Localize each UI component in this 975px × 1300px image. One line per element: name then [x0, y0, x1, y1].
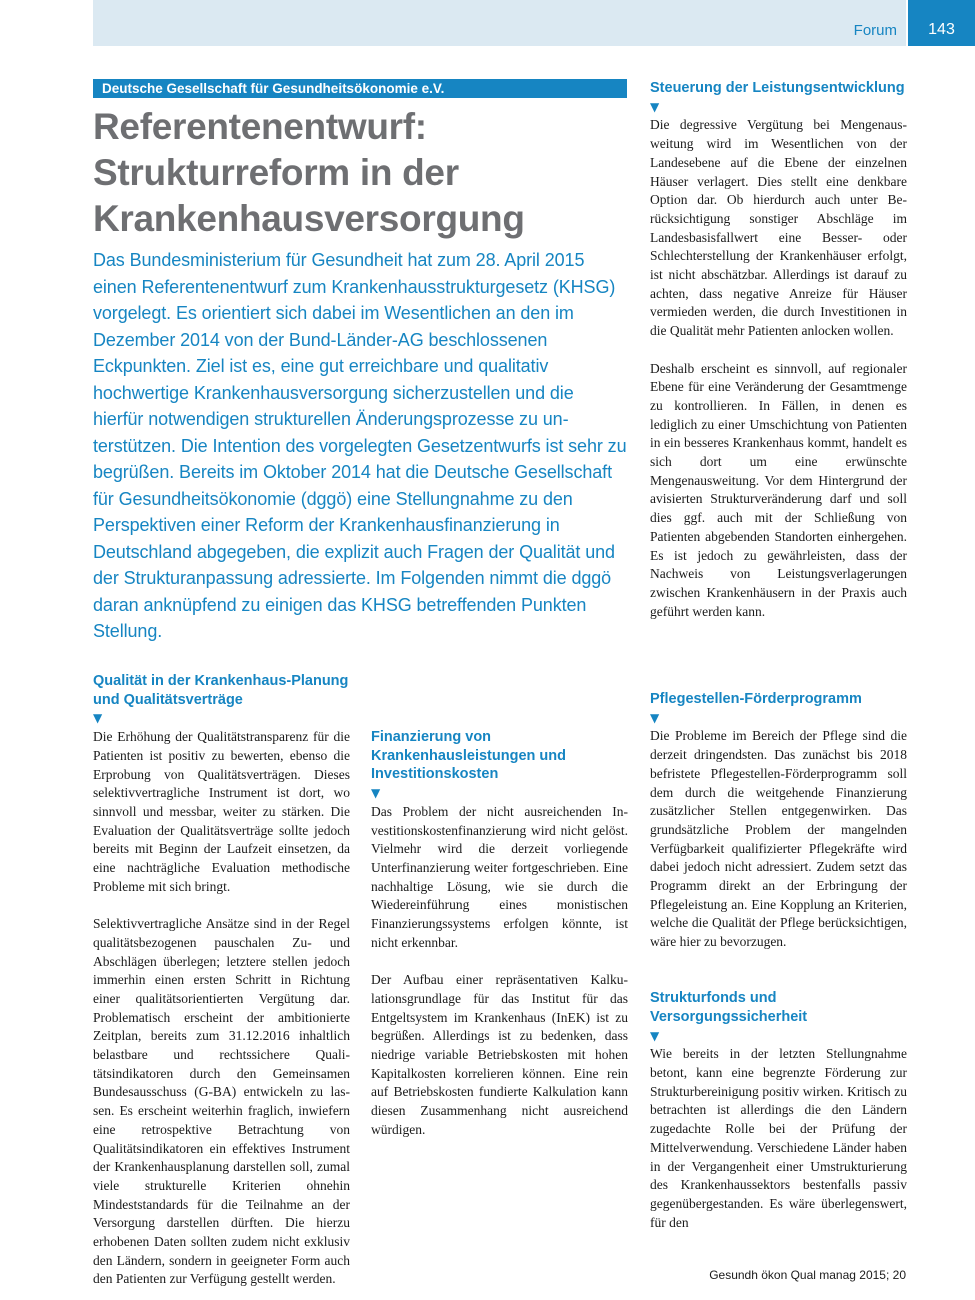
paragraph: Die Probleme im Bereich der Pflege sind die derzeit dringendsten. Das zunächst bis 2018 befristete Pflegestellen-Förderprogramm soll dem durch die weitgehende Finanzierung zusätzlicher Stellen entgegenwirken. Das grundsätzliche Problem der mangelnden Verfügbarkeit qualifizierter Pflegekräfte wird dabei jedoch nicht adressiert. Zudem setzt das Programm direkt an der Erbringung der Pflegeleistung an. Eine Kopplung an Kriterien, welche die Qualität der Pflege berücksichtigen, wäre hier zu bevorzugen. — [650, 728, 907, 950]
article-title — [93, 104, 627, 242]
section-heading-steuerung: Steuerung der Leistungsentwicklung — [650, 80, 905, 96]
triangle-marker-icon: ▼ — [371, 786, 381, 801]
lead-paragraph: Das Bundesministerium für Gesundheit hat zum 28. April 2015 einen Referentenentwurf zum Krankenhausstrukturgesetz (KHSG) vorgelegt. Es orientiert sich dabei im Wesentlichen an den im Dezember 2014 von der Bund-Länder-AG beschlossenen Eckpunkten. Ziel ist es, eine gut erreichbare und qualitativ hochwertige Krankenhausversorgung sicherzustellen und die hierfür notwendigen strukturellen Änderungsprozesse zu unterstützen. Die Intention des vorgelegten Gesetzentwurfs ist sehr zu begrüßen. Bereits im Oktober 2014 hat die Deutsche Gesellschaft für Gesundheitsökonomie (dggö) eine Stellungnahme zu den Perspektiven einer Reform der Krankenhausfinanzierung in Deutschland abgegeben, die explizit auch Fragen der Qualität und der Strukturanpassung adressierte. Im Folgenden nimmt die dggö daran anknüpfend zu einigen das KHSG betreffenden Punkten Stellung. — [93, 250, 627, 641]
triangle-marker-icon: ▼ — [650, 99, 660, 114]
paragraph: Die degressive Vergütung bei Mengenausweitung wird im Wesentlichen von der Landesebene auf die Ebene der einzelnen Häuser verlagert. Dies stellt eine denkbare Option dar. Ob hierdurch auch unter Berücksichtigung sonstiger Abschläge im Landesbasisfallwert eine Besser- oder Schlechterstellung der Krankenhäuser erfolgt, ist nicht abschätzbar. Allerdings ist darauf zu achten, dass negative Anreize für Häuser vermieden werden, die durch Investitionen in die Qualität mehr Patienten anlocken wollen. — [650, 117, 907, 339]
page-number: 143 — [928, 21, 955, 38]
header-band — [93, 0, 906, 46]
paragraph: Die Erhöhung der Qualitätstransparenz für die Patienten ist positiv zu bewerten, ebenso die Erprobung von Qualitätsverträgen. Dieses selektivvertragliche Instrument ist dort, wo sinnvoll und messbar, weiter zu stärken. Die Evaluation der Qualitätsverträge sollte jedoch bereits mit Beginn der Laufzeit einsetzen, da eine nachträgliche Evaluation methodische Probleme mit sich bringt. — [93, 729, 350, 894]
page-number-box — [906, 0, 975, 46]
title-line: Strukturreform in der — [93, 152, 459, 193]
triangle-marker-icon: ▼ — [650, 1028, 660, 1043]
footer-citation: Gesundh ökon Qual manag 2015; 20 — [709, 1268, 906, 1282]
column-right-lower — [650, 690, 907, 1232]
paragraph: Wie bereits in der letzten Stellungnahme betont, kann eine begrenzte Förderung zur Strukturbereinigung positiv wirken. Kritisch zu betrachten ist allerdings die den Ländern zugedachte Rolle bei der Prüfung der Mittelverwendung. Verschiedene Länder haben in der Vergangenheit einer Umstrukturierung des Krankenhaussektors bestenfalls passiv gegenübergestanden. Es wäre überlegenswert, für den — [650, 1046, 907, 1230]
section-label: Forum — [853, 22, 897, 39]
paragraph: Deshalb erscheint es sinnvoll, auf regionaler Ebene für eine Veränderung der Gesamtmenge zu kontrollieren. In Fällen, in denen es lediglich zu einer Umschichtung von Patienten in ein besseres Krankenhaus kommt, handelt es sich dort um eine erwünschte Mengenausweitung. Vor dem Hintergrund der avisierten Strukturveränderung darf und soll dies ggf. auch mit der Schließung von Patienten abgebenden Standorten einhergehen. Es ist jedoch zu gewährleisten, dass der Nachweis von Leistungsverlagerungen zwischen Krankenhäusern in der Praxis auch geführt werden kann. — [650, 360, 907, 619]
column-middle — [371, 672, 628, 1140]
spacer — [371, 691, 628, 710]
spacer — [371, 709, 628, 728]
column-left — [93, 672, 350, 1289]
spacer — [650, 971, 907, 990]
paragraph: Das Problem der nicht ausreichenden Investitionskostenfinanzierung wird nicht gelöst. Vielmehr wird die derzeit vorliegende Unterfinanzierung weiter fortgeschrieben. Eine nachhaltige Lösung, wie sie durch die Wiedereinführung eines monistischen Finanzierungssystems erfolgen könnte, ist nicht erkennbar. — [371, 803, 628, 950]
column-right-upper — [650, 79, 907, 621]
section-heading-strukturfonds: Strukturfonds und Versorgungssicherheit — [650, 990, 808, 1025]
paragraph: Der Aufbau einer repräsentativen Kalkulationsgrundlage für das Institut für das Entgeltsystem im Krankenhaus (InEK) ist zu begrüßen. Allerdings ist zu bedenken, dass niedrige variable Betriebskosten mit hohen Kapitalkosten korrelieren können. Eine rein auf Betriebskosten fundierte Kalkulation kann diesen Zusammenhang nicht ausreichend würdigen. — [371, 972, 628, 1137]
org-banner: Deutsche Gesellschaft für Gesundheitsökonomie e.V. — [93, 79, 627, 98]
title-line: Referentenentwurf: — [93, 106, 427, 147]
spacer — [371, 672, 628, 691]
paragraph: Selektivvertragliche Ansätze sind in der Regel qualitätsbezogenen pauschalen Zu- und Abschlägen überlegen; letztere stellen jedoch immerhin einen ersten Schritt in Richtung einer qualitätsorientierten Vergütung dar. Problematisch erscheint der ambitionierte Zeitplan, bereits zum 31.12.2016 inhaltlich belastbare und rechtssichere Qualitätsindikatoren durch den Gemeinsamen Bundesausschuss (G-BA) entwickeln zu lassen. Es erscheint weiterhin fraglich, inwiefern eine retrospektive Betrachtung von Qualitätsindikatoren ein effektives Instrument der Krankenhausplanung darstellen soll, zumal viele strukturelle Kriterien ohnehin Mindeststandards für die Teilnahme an der Versorgung darstellen dürften. Die hierzu erhobenen Daten sollten zudem nicht exklusiv den Ländern, sondern in geeigneter Form auch den Patienten zur Verfügung gestellt werden. — [93, 916, 350, 1287]
title-line: Krankenhausversorgung — [93, 198, 525, 239]
triangle-marker-icon: ▼ — [93, 711, 103, 726]
section-heading-pflege: Pflegestellen-Förderprogramm — [650, 691, 862, 707]
section-heading-finanzierung: Finanzierung von Krankenhausleistungen und Investitionskosten — [371, 729, 566, 783]
triangle-marker-icon: ▼ — [650, 710, 660, 725]
section-heading-qualitaet: Qualität in der Krankenhaus-Planung und Qualitätsverträge — [93, 673, 349, 708]
